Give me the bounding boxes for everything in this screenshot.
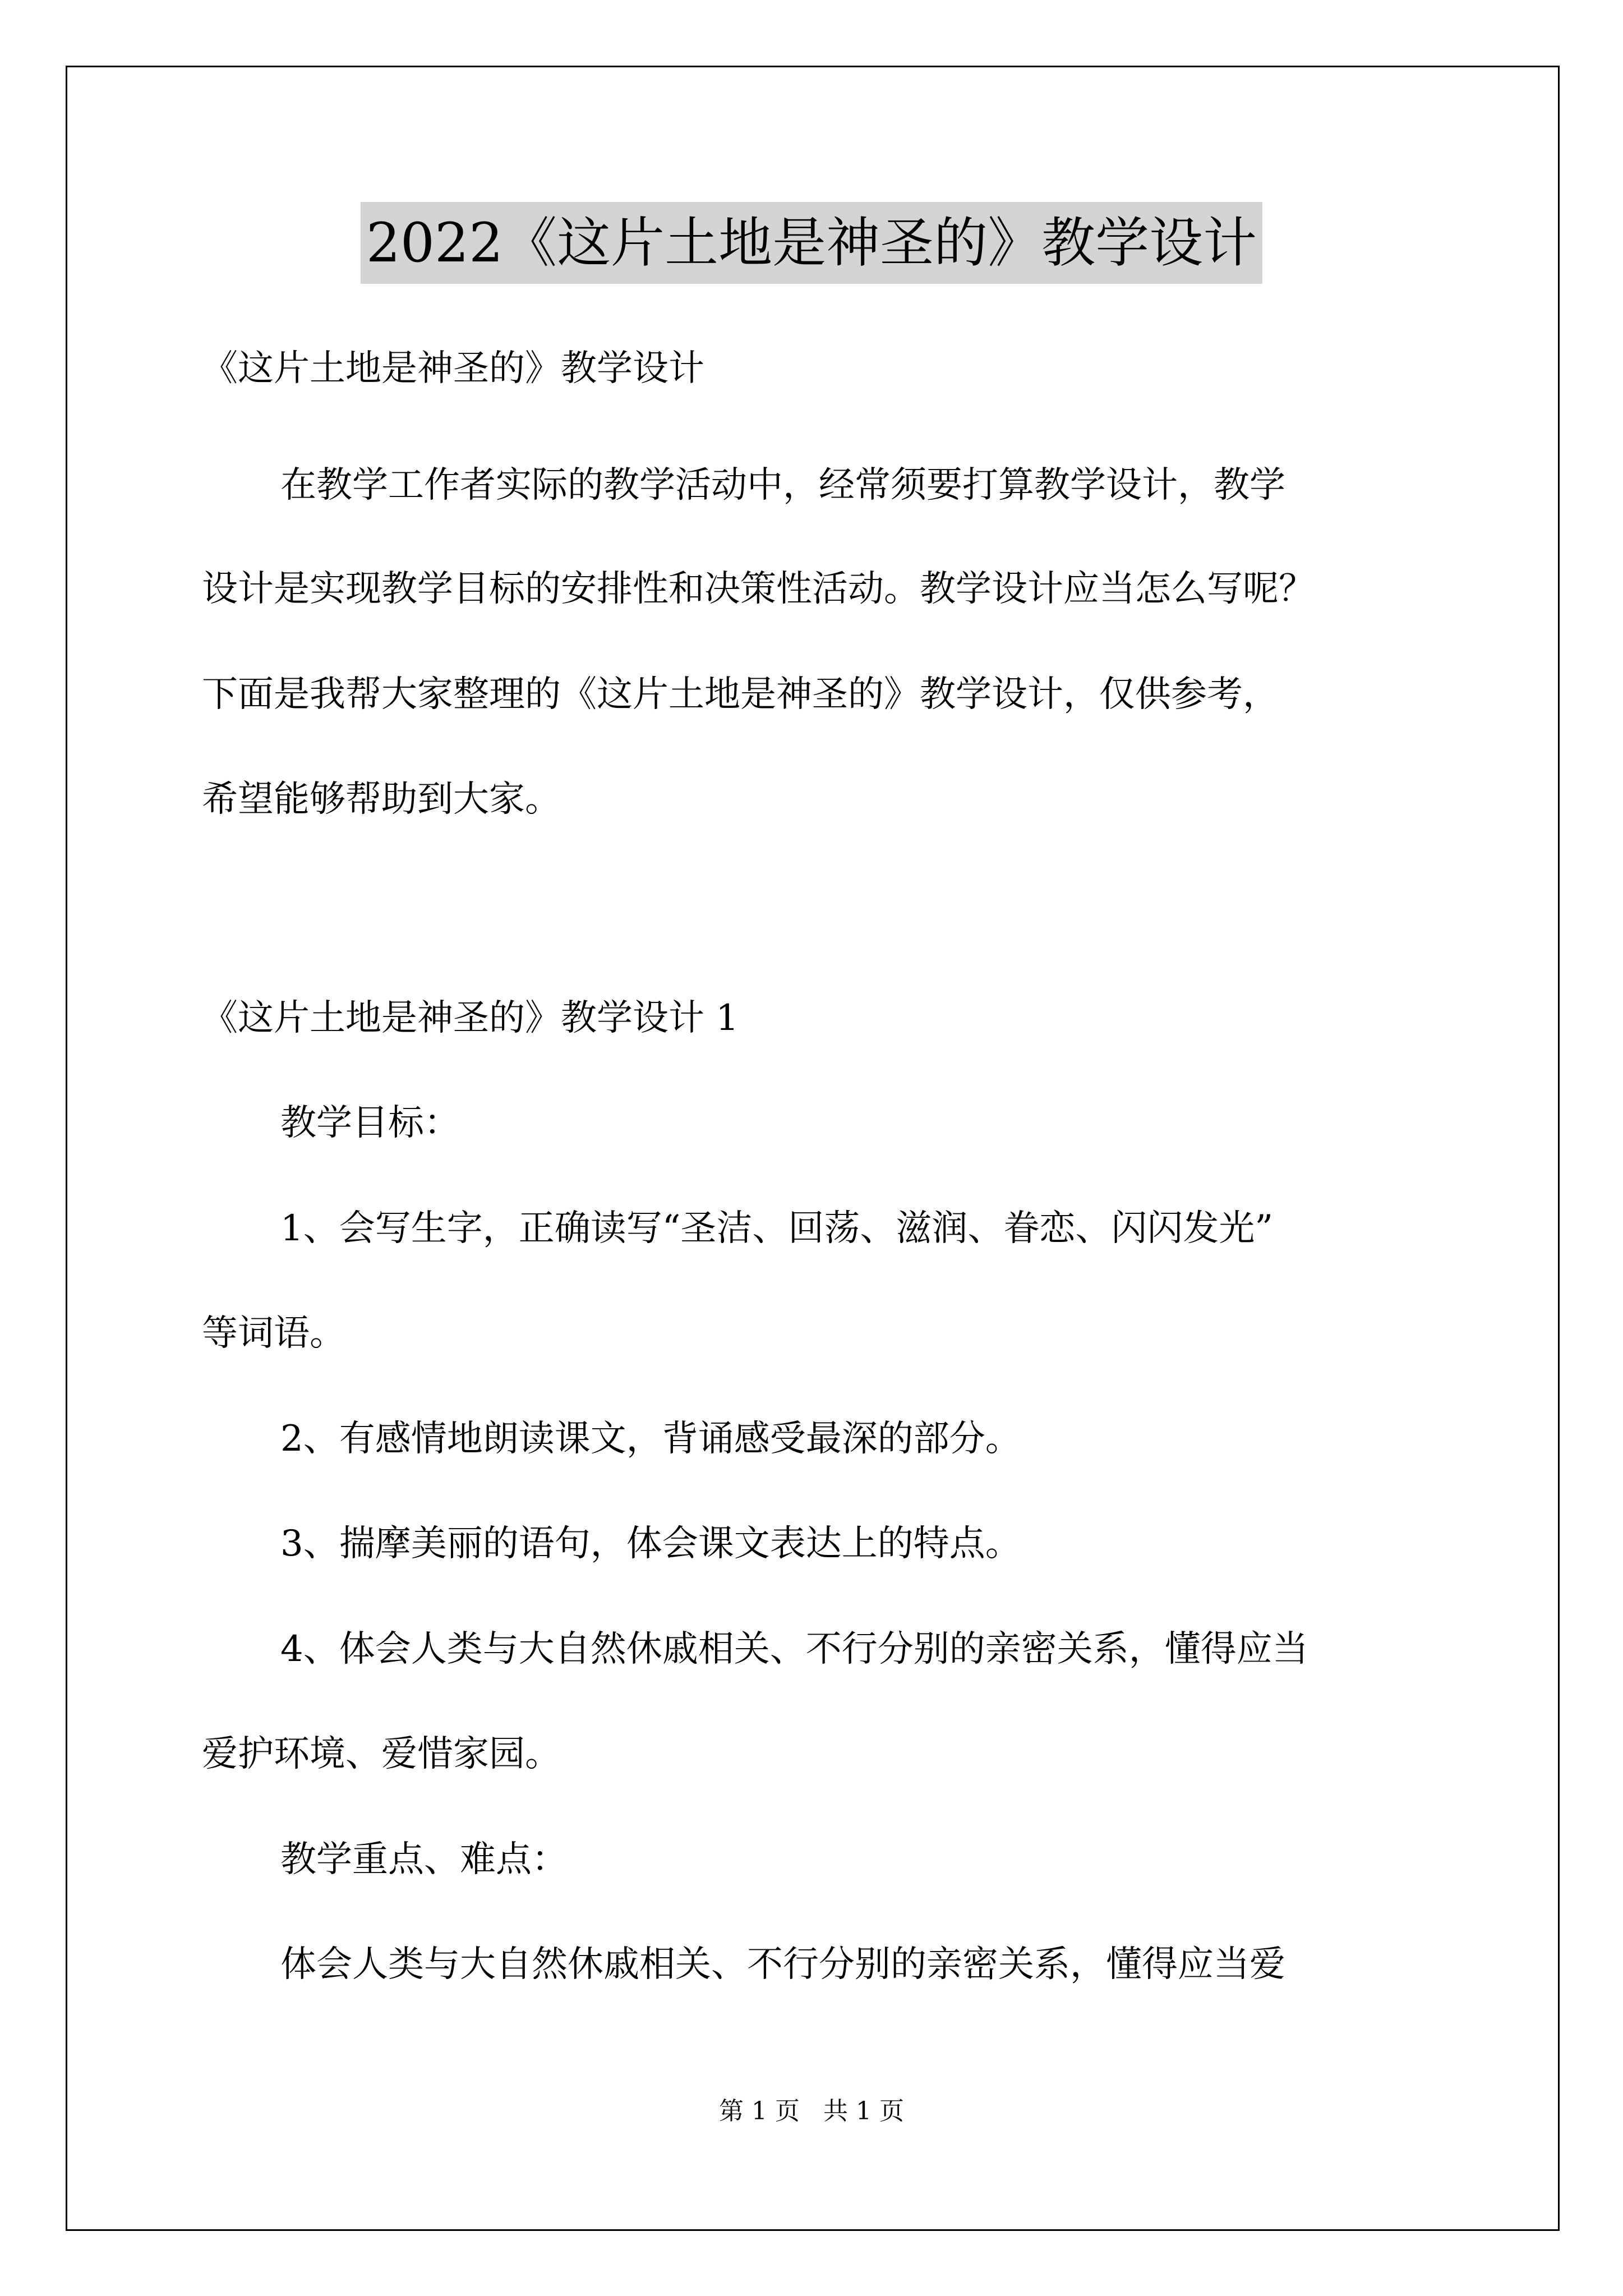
page-footer: 第 1 页 共 1 页	[719, 2097, 904, 2125]
paragraph-line: 4、体会人类与大自然休戚相关、不行分别的亲密关系，懂得应当	[280, 1628, 1308, 1670]
paragraph-line: 教学目标：	[280, 1102, 460, 1144]
paragraph-line: 1、会写生字，正确读写“圣洁、回荡、滋润、眷恋、闪闪发光”	[280, 1208, 1274, 1249]
paragraph-line: 3、揣摩美丽的语句，体会课文表达上的特点。	[280, 1523, 1021, 1565]
section-heading: 《这片土地是神圣的》教学设计 1	[202, 997, 739, 1039]
paragraph-line: 等词语。	[202, 1313, 345, 1354]
paragraph-line: 教学重点、难点：	[280, 1839, 568, 1880]
paragraph-line: 希望能够帮助到大家。	[202, 779, 561, 820]
subtitle-line: 《这片土地是神圣的》教学设计	[202, 348, 704, 389]
paragraph-line: 爱护环境、爱惜家园。	[202, 1733, 561, 1775]
paragraph-line: 在教学工作者实际的教学活动中，经常须要打算教学设计，教学	[280, 464, 1285, 506]
paragraph-line: 下面是我帮大家整理的《这片土地是神圣的》教学设计，仅供参考，	[202, 674, 1279, 715]
paragraph-line: 设计是实现教学目标的安排性和决策性活动。教学设计应当怎么写呢？	[202, 568, 1315, 610]
title-container	[0, 202, 1623, 284]
paragraph-line: 体会人类与大自然休戚相关、不行分别的亲密关系，懂得应当爱	[280, 1944, 1285, 1985]
paragraph-line: 2、有感情地朗读课文，背诵感受最深的部分。	[280, 1418, 1021, 1460]
document-title: 2022《这片土地是神圣的》教学设计	[361, 202, 1262, 284]
